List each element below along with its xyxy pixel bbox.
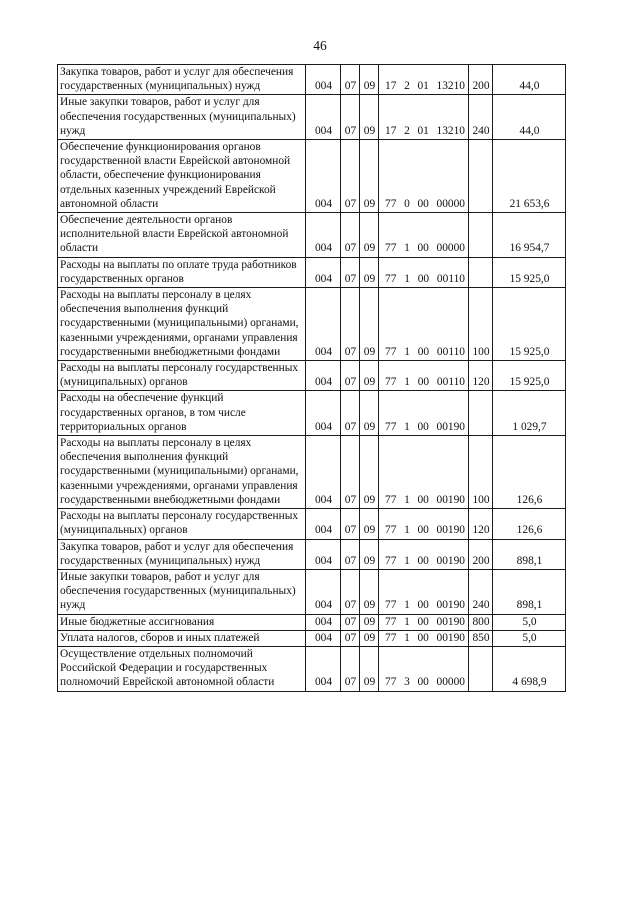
target-article-cell (379, 509, 469, 539)
target-article-part: 00190 (436, 493, 465, 506)
amount-cell: 898,1 (493, 569, 566, 614)
subsection-code-cell: 09 (360, 257, 379, 287)
target-article-part: 00 (417, 376, 430, 389)
expense-type-cell: 240 (469, 95, 493, 140)
amount-cell: 5,0 (493, 614, 566, 630)
section-code-cell: 07 (341, 140, 360, 213)
target-article-part: 77 (385, 197, 397, 210)
ministry-code-cell: 004 (306, 213, 341, 258)
target-article-part: 00 (417, 272, 430, 285)
expense-type-cell (469, 646, 493, 691)
target-article-cell (379, 140, 469, 213)
amount-cell: 126,6 (493, 436, 566, 509)
table-row (58, 257, 566, 287)
amount-cell: 898,1 (493, 539, 566, 569)
target-article-part: 1 (404, 524, 410, 537)
section-code-cell: 07 (341, 95, 360, 140)
target-article-part: 00 (417, 524, 429, 537)
target-article-cell (379, 95, 469, 140)
target-article-cell (379, 257, 469, 287)
target-article-part: 00 (417, 493, 429, 506)
table-row (58, 213, 566, 258)
target-article-part: 00 (417, 554, 429, 567)
target-article-cell (379, 646, 469, 691)
ministry-code-cell: 004 (306, 646, 341, 691)
target-article-part: 01 (417, 80, 429, 93)
expense-type-cell: 100 (469, 288, 493, 361)
target-article-part: 77 (385, 272, 397, 285)
target-article-part: 1 (404, 599, 410, 612)
target-article-part: 00190 (436, 615, 465, 628)
target-article-part: 2 (404, 80, 410, 93)
table-row (58, 569, 566, 614)
subsection-code-cell: 09 (360, 213, 379, 258)
row-name-cell: Закупка товаров, работ и услуг для обеспечения государственных (муниципальных) нужд (58, 65, 306, 95)
target-article-part: 00 (417, 631, 429, 644)
target-article-part: 1 (404, 272, 410, 285)
target-article-cell (379, 288, 469, 361)
section-code-cell: 07 (341, 288, 360, 361)
row-name-cell: Обеспечение деятельности органов исполнительной власти Еврейской автономной области (58, 213, 306, 258)
section-code-cell: 07 (341, 539, 360, 569)
target-article-part: 00110 (436, 345, 465, 358)
row-name-cell: Расходы на выплаты персоналу государственных (муниципальных) органов (58, 509, 306, 539)
target-article-part: 77 (385, 242, 397, 255)
target-article-part: 00 (417, 345, 430, 358)
ministry-code-cell: 004 (306, 65, 341, 95)
table-row (58, 391, 566, 436)
ministry-code-cell: 004 (306, 539, 341, 569)
target-article-part: 1 (404, 631, 410, 644)
target-article-part: 17 (385, 124, 397, 137)
expense-type-cell: 120 (469, 361, 493, 391)
section-code-cell: 07 (341, 614, 360, 630)
expense-type-cell: 100 (469, 436, 493, 509)
target-article-part: 13210 (436, 124, 465, 137)
target-article-part: 00 (417, 615, 429, 628)
target-article-part: 00000 (436, 676, 465, 689)
target-article-part: 00190 (436, 524, 465, 537)
table-row (58, 646, 566, 691)
section-code-cell: 07 (341, 391, 360, 436)
expense-type-cell: 800 (469, 614, 493, 630)
ministry-code-cell: 004 (306, 361, 341, 391)
target-article-part: 77 (385, 554, 397, 567)
target-article-part: 1 (404, 345, 410, 358)
subsection-code-cell: 09 (360, 140, 379, 213)
section-code-cell: 07 (341, 509, 360, 539)
subsection-code-cell: 09 (360, 569, 379, 614)
row-name-cell: Расходы на выплаты персоналу в целях обеспечения выполнения функций государственными (муниципальными) органами, казенными учреждениями, органами управления государственными внебюджетными фондами (58, 436, 306, 509)
ministry-code-cell: 004 (306, 614, 341, 630)
target-article-part: 1 (404, 615, 410, 628)
target-article-part: 00000 (436, 242, 465, 255)
target-article-part: 00000 (436, 197, 465, 210)
subsection-code-cell: 09 (360, 539, 379, 569)
target-article-part: 0 (404, 197, 410, 210)
table-row (58, 288, 566, 361)
table-row (58, 539, 566, 569)
target-article-part: 77 (385, 524, 397, 537)
subsection-code-cell: 09 (360, 361, 379, 391)
row-name-cell: Расходы на выплаты по оплате труда работников государственных органов (58, 257, 306, 287)
amount-cell: 15 925,0 (493, 361, 566, 391)
row-name-cell: Иные закупки товаров, работ и услуг для обеспечения государственных (муниципальных) нужд (58, 95, 306, 140)
target-article-part: 00 (417, 242, 429, 255)
target-article-part: 00110 (436, 272, 465, 285)
ministry-code-cell: 004 (306, 95, 341, 140)
section-code-cell: 07 (341, 213, 360, 258)
target-article-part: 01 (417, 124, 429, 137)
section-code-cell: 07 (341, 646, 360, 691)
amount-cell: 44,0 (493, 65, 566, 95)
target-article-cell (379, 614, 469, 630)
target-article-cell (379, 213, 469, 258)
target-article-part: 00190 (436, 631, 465, 644)
section-code-cell: 07 (341, 436, 360, 509)
expense-type-cell: 200 (469, 65, 493, 95)
target-article-part: 1 (404, 493, 410, 506)
target-article-part: 77 (385, 599, 397, 612)
subsection-code-cell: 09 (360, 65, 379, 95)
amount-cell: 44,0 (493, 95, 566, 140)
table-row (58, 140, 566, 213)
table-row (58, 509, 566, 539)
target-article-cell (379, 436, 469, 509)
table-row (58, 614, 566, 630)
ministry-code-cell: 004 (306, 288, 341, 361)
target-article-part: 00110 (436, 376, 465, 389)
row-name-cell: Осуществление отдельных полномочий Российской Федерации и государственных полномочий Еврейской автономной области (58, 646, 306, 691)
amount-cell: 16 954,7 (493, 213, 566, 258)
section-code-cell: 07 (341, 361, 360, 391)
target-article-part: 1 (404, 554, 410, 567)
subsection-code-cell: 09 (360, 436, 379, 509)
amount-cell: 15 925,0 (493, 257, 566, 287)
target-article-part: 1 (404, 242, 410, 255)
section-code-cell: 07 (341, 65, 360, 95)
section-code-cell: 07 (341, 257, 360, 287)
budget-table (57, 64, 566, 692)
target-article-cell (379, 391, 469, 436)
subsection-code-cell: 09 (360, 509, 379, 539)
target-article-part: 2 (404, 124, 410, 137)
table-row (58, 95, 566, 140)
target-article-part: 00 (417, 420, 429, 433)
expense-type-cell (469, 213, 493, 258)
ministry-code-cell: 004 (306, 630, 341, 646)
amount-cell: 21 653,6 (493, 140, 566, 213)
row-name-cell: Закупка товаров, работ и услуг для обеспечения государственных (муниципальных) нужд (58, 539, 306, 569)
expense-type-cell (469, 140, 493, 213)
subsection-code-cell: 09 (360, 630, 379, 646)
ministry-code-cell: 004 (306, 391, 341, 436)
target-article-part: 77 (385, 376, 397, 389)
amount-cell: 5,0 (493, 630, 566, 646)
ministry-code-cell: 004 (306, 569, 341, 614)
row-name-cell: Расходы на выплаты персоналу государственных (муниципальных) органов (58, 361, 306, 391)
amount-cell: 4 698,9 (493, 646, 566, 691)
target-article-part: 77 (385, 615, 397, 628)
target-article-part: 77 (385, 345, 397, 358)
target-article-part: 1 (404, 376, 410, 389)
row-name-cell: Иные закупки товаров, работ и услуг для обеспечения государственных (муниципальных) нужд (58, 569, 306, 614)
section-code-cell: 07 (341, 569, 360, 614)
target-article-part: 17 (385, 80, 397, 93)
ministry-code-cell: 004 (306, 436, 341, 509)
amount-cell: 126,6 (493, 509, 566, 539)
table-row (58, 436, 566, 509)
target-article-part: 00 (417, 599, 429, 612)
target-article-part: 00190 (436, 599, 465, 612)
target-article-part: 1 (404, 420, 410, 433)
ministry-code-cell: 004 (306, 509, 341, 539)
table-row (58, 65, 566, 95)
page-number: 46 (313, 38, 327, 53)
target-article-part: 00 (417, 197, 429, 210)
target-article-cell (379, 630, 469, 646)
ministry-code-cell: 004 (306, 140, 341, 213)
target-article-part: 77 (385, 493, 397, 506)
ministry-code-cell: 004 (306, 257, 341, 287)
section-code-cell: 07 (341, 630, 360, 646)
target-article-part: 3 (404, 676, 410, 689)
amount-cell: 1 029,7 (493, 391, 566, 436)
expense-type-cell (469, 257, 493, 287)
subsection-code-cell: 09 (360, 95, 379, 140)
target-article-cell (379, 539, 469, 569)
target-article-part: 00190 (436, 554, 465, 567)
target-article-cell (379, 361, 469, 391)
row-name-cell: Расходы на выплаты персоналу в целях обеспечения выполнения функций государственными (муниципальными) органами, казенными учреждениями, органами управления государственными внебюджетными фондами (58, 288, 306, 361)
target-article-part: 13210 (436, 80, 465, 93)
expense-type-cell: 200 (469, 539, 493, 569)
target-article-part: 77 (385, 676, 397, 689)
row-name-cell: Обеспечение функционирования органов государственной власти Еврейской автономной области, обеспечение функционирования отдельных казенных учреждений Еврейской автономной области (58, 140, 306, 213)
subsection-code-cell: 09 (360, 646, 379, 691)
amount-cell: 15 925,0 (493, 288, 566, 361)
expense-type-cell: 850 (469, 630, 493, 646)
row-name-cell: Расходы на обеспечение функций государственных органов, в том числе территориальных органов (58, 391, 306, 436)
row-name-cell: Иные бюджетные ассигнования (58, 614, 306, 630)
expense-type-cell: 240 (469, 569, 493, 614)
target-article-part: 77 (385, 631, 397, 644)
subsection-code-cell: 09 (360, 288, 379, 361)
table-row (58, 361, 566, 391)
target-article-cell (379, 65, 469, 95)
table-row (58, 630, 566, 646)
budget-table-body (58, 65, 566, 692)
target-article-part: 77 (385, 420, 397, 433)
expense-type-cell (469, 391, 493, 436)
target-article-part: 00 (417, 676, 429, 689)
subsection-code-cell: 09 (360, 391, 379, 436)
target-article-cell (379, 569, 469, 614)
subsection-code-cell: 09 (360, 614, 379, 630)
expense-type-cell: 120 (469, 509, 493, 539)
target-article-part: 00190 (436, 420, 465, 433)
row-name-cell: Уплата налогов, сборов и иных платежей (58, 630, 306, 646)
